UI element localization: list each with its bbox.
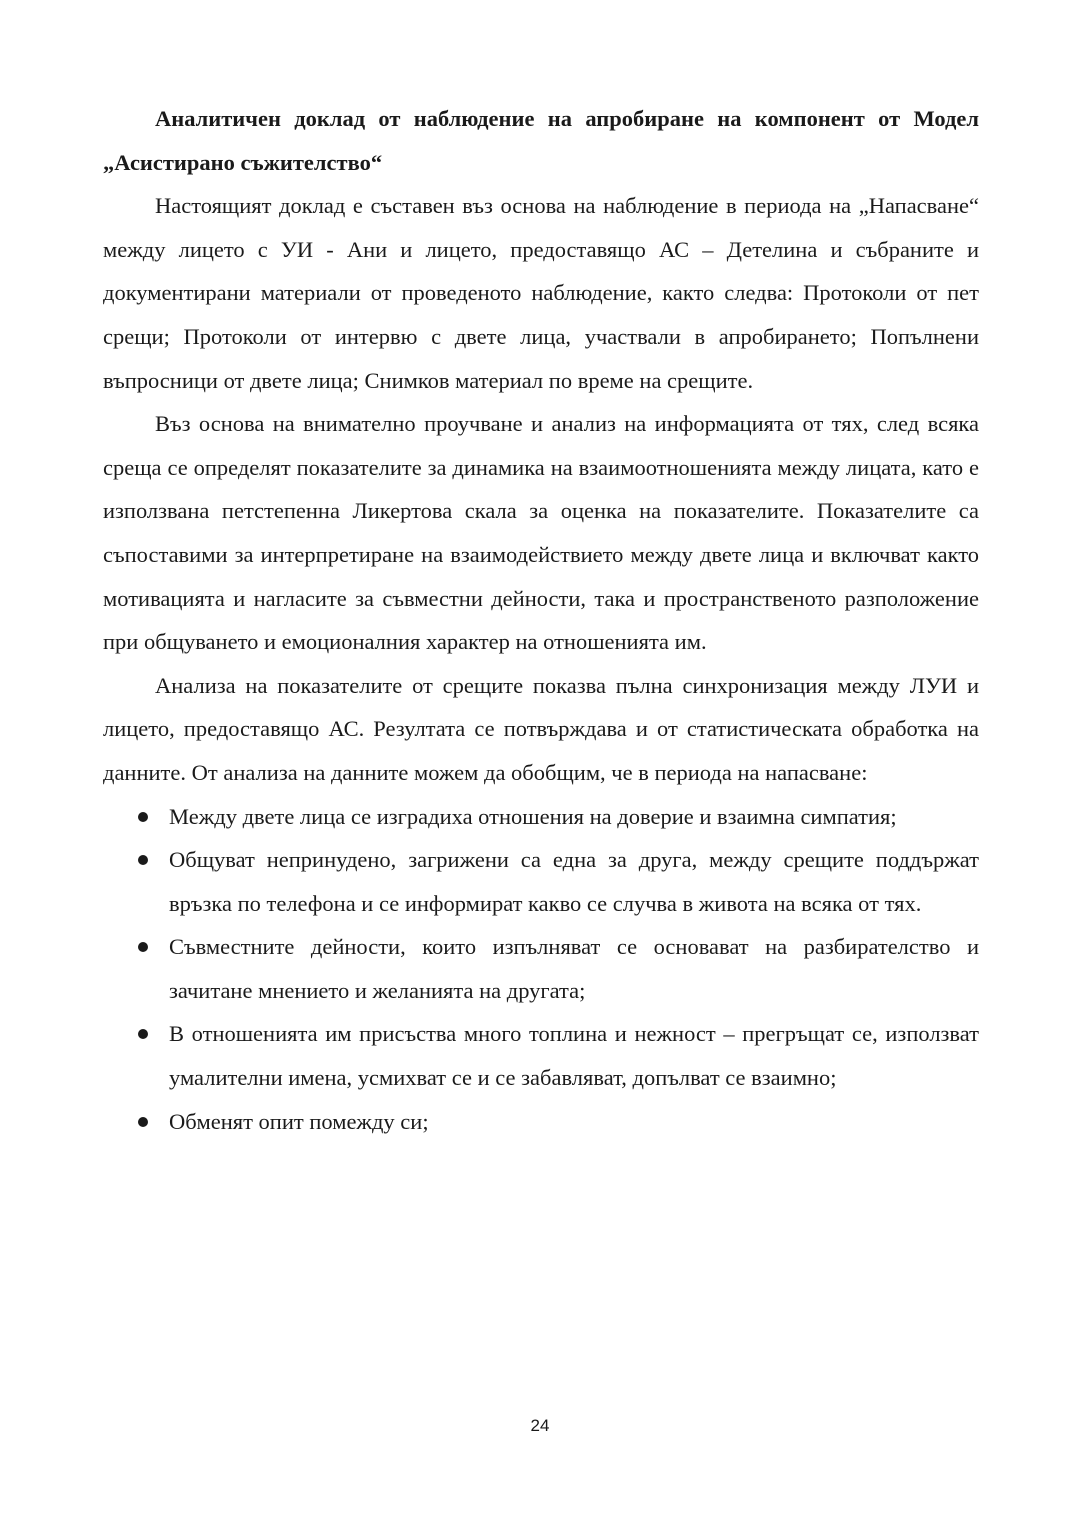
paragraph-intro: Настоящият доклад е съставен въз основа на наблюдение в периода на „Напасване“ между лицето с УИ - Ани и лицето, предоставящо АС – Детелина и събраните и документирани материали от проведеното наблюдение, както следва: Протоколи от пет срещи; Протоколи от интервю с двете лица, участвали в апробирането; Попълнени въпросници от двете лица; Снимков материал по време на срещите.: [103, 193, 979, 393]
list-item: [103, 925, 979, 1012]
page-number: 24: [530, 1416, 550, 1435]
bullet-dot-icon: [138, 812, 148, 822]
document-page: [103, 97, 979, 1143]
document-title: Аналитичен доклад от наблюдение на апробиране на компонент от Модел „Асистирано съжителство“: [103, 106, 979, 175]
bullet-dot-icon: [138, 855, 148, 865]
list-item: [103, 838, 979, 925]
list-item: [103, 1012, 979, 1099]
list-item: [103, 1100, 979, 1144]
list-item-text: Общуват непринудено, загрижени са една за друга, между срещите поддържат връзка по телефона и се информират какво се случва в живота на всяка от тях.: [169, 847, 979, 916]
list-item-text: Между двете лица се изградиха отношения на доверие и взаимна симпатия;: [169, 803, 897, 829]
bullet-dot-icon: [138, 942, 148, 952]
findings-list: [103, 795, 979, 1144]
paragraph-methodology: Въз основа на внимателно проучване и анализ на информацията от тях, след всяка среща се определят показателите за динамика на взаимоотношенията между лицата, като е използвана петстепенна Ликертова скала за оценка на показателите. Показателите са съпоставими за интерпретиране на взаимодействието между двете лица и включват както мотивацията и нагласите за съвместни дейности, така и пространственото разположение при общуването и емоционалния характер на отношенията им.: [103, 411, 979, 655]
list-item: [103, 795, 979, 839]
list-item-text: Съвместните дейности, които изпълняват се основават на разбирателство и зачитане мнението и желанията на другата;: [169, 934, 979, 1003]
list-item-text: Обменят опит помежду си;: [169, 1108, 429, 1134]
list-item-text: В отношенията им присъства много топлина и нежност – прегръщат се, използват умалителни имена, усмихват се и се забавляват, допълват се взаимно;: [169, 1021, 979, 1091]
bullet-dot-icon: [138, 1029, 148, 1039]
bullet-dot-icon: [138, 1117, 148, 1127]
paragraph-analysis: Анализа на показателите от срещите показва пълна синхронизация между ЛУИ и лицето, предоставящо АС. Резултата се потвърждава и от статистическата обработка на данните. От анализа на данните можем да обобщим, че в периода на напасване:: [103, 672, 979, 785]
